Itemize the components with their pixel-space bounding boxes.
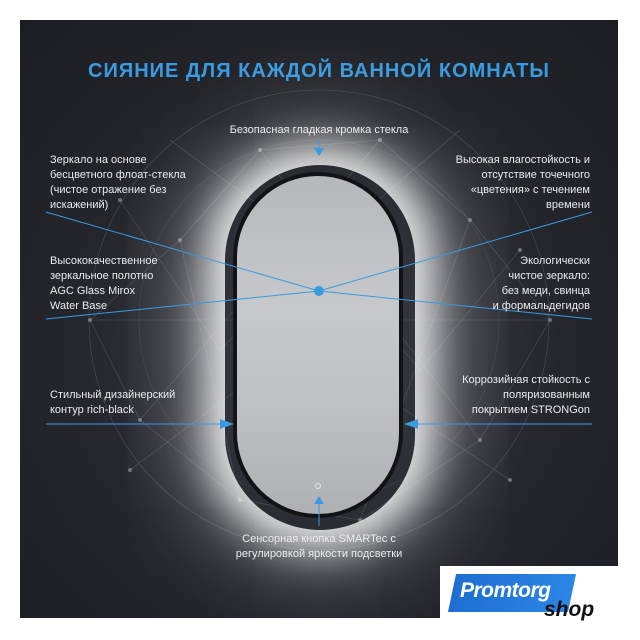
label-left-3: Стильный дизайнерский контур rich-black (50, 389, 176, 416)
label-top: Безопасная гладкая кромка стекла (229, 124, 409, 136)
center-dot-icon (314, 286, 324, 296)
brand-logo-text-primary: Promtorg (460, 579, 551, 602)
brand-logo-text-secondary: shop (544, 598, 595, 621)
label-right-2: Экологически чистое зеркало: без меди, свинца и формальдегидов (492, 255, 590, 312)
infographic-panel (20, 20, 618, 618)
page-title: СИЯНИЕ ДЛЯ КАЖДОЙ ВАННОЙ КОМНАТЫ (88, 60, 550, 82)
label-right-1: Высокая влагостойкость и отсутствие точечного «цветения» с течением времени (455, 154, 590, 211)
label-right-3: Коррозийная стойкость с поляризованным покрытием STRONGon (462, 374, 590, 416)
label-left-2: Высококачественное зеркальное полотно AGC Glass Mirox Water Base (50, 255, 158, 312)
label-bottom: Сенсорная кнопка SMARTec с регулировкой яркости подсветки (235, 533, 403, 560)
brand-logo (440, 566, 640, 640)
label-left-1: Зеркало на основе бесцветного флоат-стекла (чистое отражение без искажений) (50, 154, 186, 211)
callout-lines (20, 20, 618, 618)
